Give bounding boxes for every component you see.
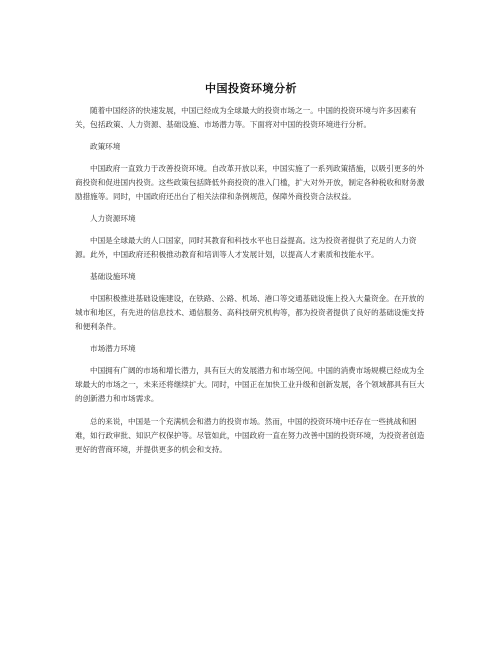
section-text-human-resources: 中国是全球最大的人口国家，同时其教育和科技水平也日益提高。这为投资者提供了充足的人力资源。此外，中国政府还积极推动教育和培训等人才发展计划，以提高人才素质和技能水平。 — [75, 236, 417, 259]
document-body — [75, 104, 427, 466]
section-text-market-potential: 中国拥有广阔的市场和增长潜力，具有巨大的发展潜力和市场空间。中国的消费市场规模已经成为全球最大的市场之一，未来还将继续扩大。同时，中国正在加快工业升级和创新发展，各个领域都具有巨大的创新潜力和市场需求。 — [75, 366, 425, 403]
section-text-policy: 中国政府一直致力于改善投资环境。自改革开放以来，中国实施了一系列政策措施，以吸引更多的外商投资和促进国内投资。这些政策包括降低外商投资的准入门槛，扩大对外开放，制定各种税收和财务激励措施等。同时，中国政府还出台了相关法律和条例规范，保障外商投资合法权益。 — [75, 164, 425, 201]
section-text-infrastructure: 中国积极推进基础设施建设，在铁路、公路、机场、港口等交通基础设施上投入大量资金。在开放的城市和地区，有先进的信息技术、通信服务、高科技研究机构等，都为投资者提供了良好的基础设施支持和便利条件。 — [75, 294, 425, 331]
section-heading-market-potential: 市场潜力环境 — [90, 344, 136, 353]
document-title: 中国投资环境分析 — [205, 82, 297, 95]
section-heading-policy: 政策环境 — [90, 142, 121, 151]
section-heading-infrastructure: 基础设施环境 — [90, 272, 136, 281]
section-heading-human-resources: 人力资源环境 — [90, 214, 136, 223]
intro-paragraph: 随着中国经济的快速发展，中国已经成为全球最大的投资市场之一。中国的投资环境与许多因素有关，包括政策、人力资源、基础设施、市场潜力等。下面将对中国的投资环境进行分析。 — [75, 106, 417, 129]
conclusion-paragraph: 总的来说，中国是一个充满机会和潜力的投资市场。然而，中国的投资环境中还存在一些挑战和困难，如行政审批、知识产权保护等。尽管如此，中国政府一直在努力改善中国的投资环境，为投资者创造更好的营商环境，并提供更多的机会和支持。 — [75, 417, 425, 454]
